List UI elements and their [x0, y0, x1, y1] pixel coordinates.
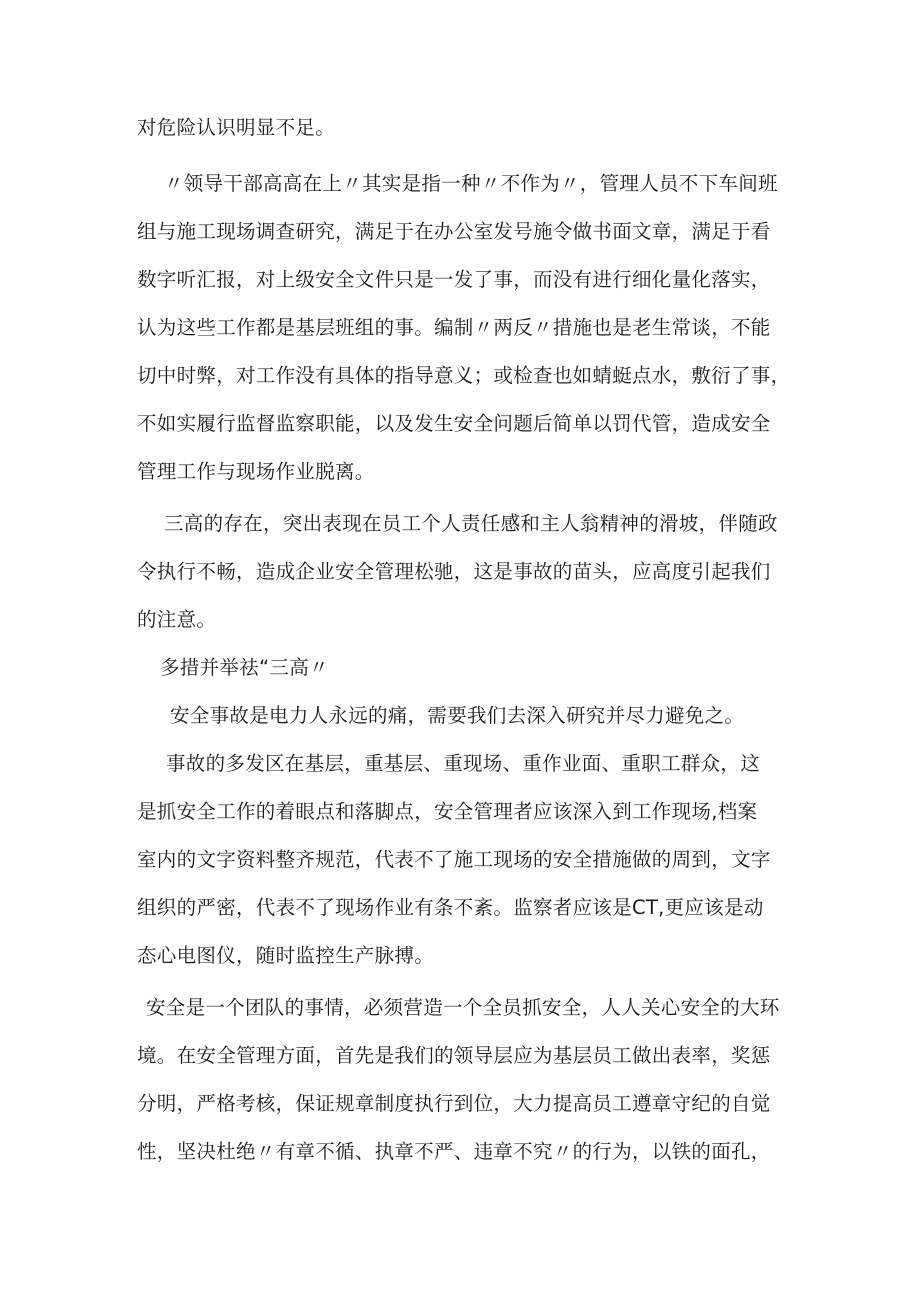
text-line: 性，坚决杜绝〃有章不循、执章不严、违章不究〃的行为，以铁的面孔， [137, 1140, 771, 1163]
text-line: 态心电图仪，随时监控生产脉搏。 [137, 944, 435, 967]
text-line: 组与施工现场调查研究，满足于在办公室发号施令做书面文章，满足于看 [137, 220, 771, 243]
text-line: 〃领导干部高高在上〃其实是指一种〃不作为〃，管理人员不下车间班 [164, 172, 778, 195]
text-line: 不如实履行监督监察职能，以及发生安全问题后简单以罚代管，造成安全 [137, 412, 771, 435]
section-heading: 多措并举祛“三高〃 [160, 656, 329, 679]
text-line: 的注意。 [137, 608, 217, 631]
text-line: 令执行不畅，造成企业安全管理松驰，这是事故的苗头，应高度引起我们 [137, 560, 771, 583]
text-line: 分明，严格考核，保证规章制度执行到位，大力提高员工遵章守纪的自觉 [137, 1092, 771, 1115]
text-line: 数字听汇报，对上级安全文件只是一发了事，而没有进行细化量化落实， [137, 268, 771, 291]
text-line: 组织的严密，代表不了现场作业有条不紊。监察者应该是CT,更应该是动 [137, 896, 764, 919]
text-line: 是抓安全工作的着眼点和落脚点，安全管理者应该深入到工作现场,档案 [137, 800, 758, 823]
text-line: 事故的多发区在基层，重基层、重现场、重作业面、重职工群众，这 [166, 752, 761, 775]
text-line: 三高的存在，突出表现在员工个人责任感和主人翁精神的滑坡，伴随政 [164, 512, 778, 535]
text-line: 室内的文字资料整齐规范，代表不了施工现场的安全措施做的周到，文字 [137, 848, 771, 871]
text-line: 安全事故是电力人永远的痛，需要我们去深入研究并尽力避免之。 [170, 704, 745, 727]
text-line: 切中时弊，对工作没有具体的指导意义；或检查也如蜻蜓点水，敷衍了事， [137, 364, 791, 387]
text-line: 管理工作与现场作业脱离。 [137, 460, 375, 483]
text-line: 境。在安全管理方面，首先是我们的领导层应为基层员工做出表率，奖惩 [137, 1044, 771, 1067]
text-line: 对危险认识明显不足。 [137, 116, 336, 139]
text-line: 安全是一个团队的事情，必须营造一个全员抓安全，人人关心安全的大环 [146, 996, 780, 1019]
text-line: 认为这些工作都是基层班组的事。编制〃两反〃措施也是老生常谈，不能 [137, 316, 771, 339]
